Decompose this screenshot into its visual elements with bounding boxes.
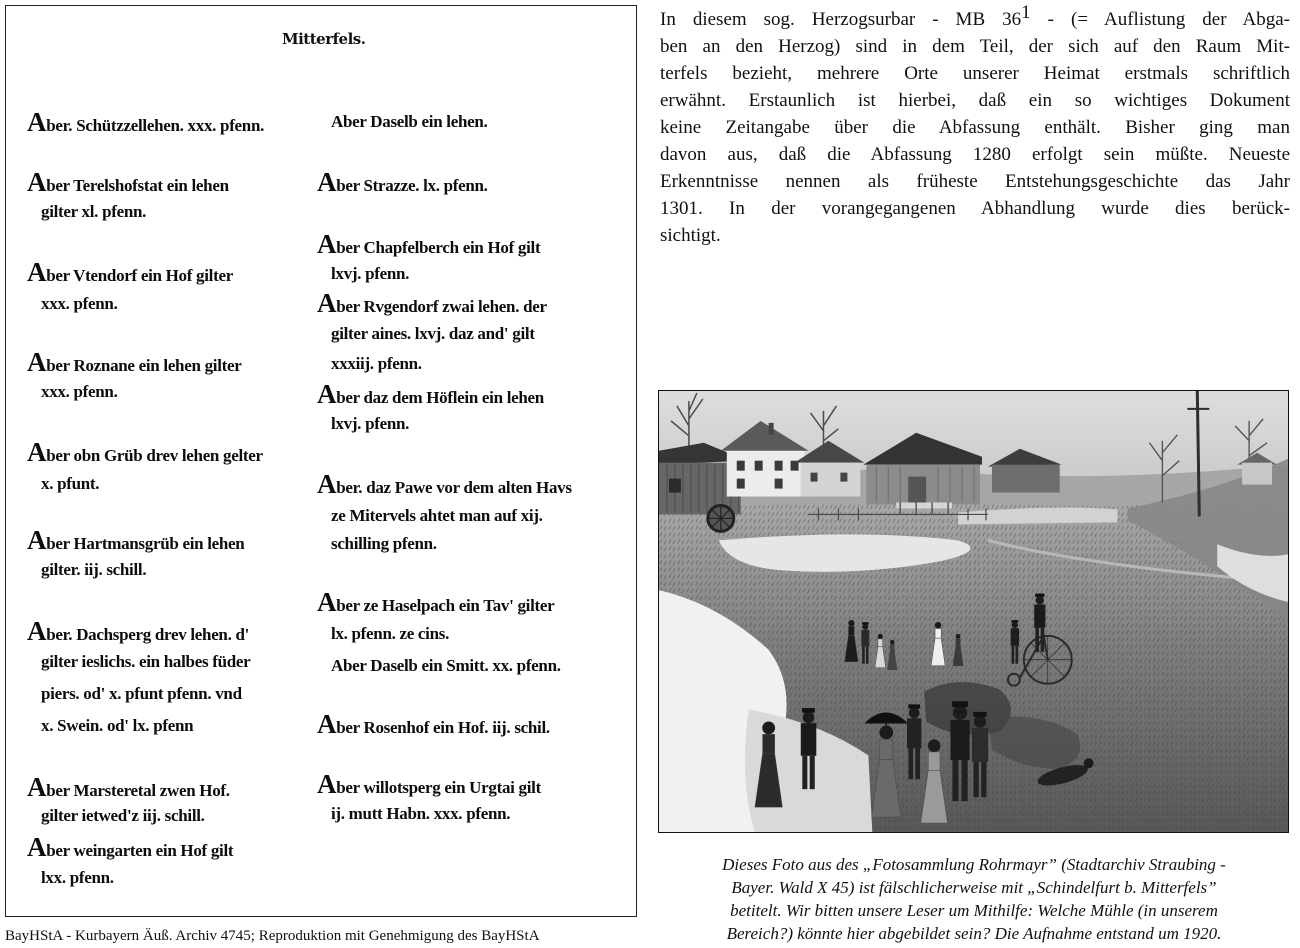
manuscript-entry-continuation: schilling pfenn. [331, 534, 437, 553]
photo-caption [660, 853, 1288, 945]
manuscript-entry: Aber Rvgendorf zwai lehen. der [317, 288, 547, 318]
person-body [956, 639, 960, 646]
source-credit: BayHStA - Kurbayern Äuß. Archiv 4745; Reproduktion mit Genehmigung des BayHStA [5, 928, 540, 944]
water-wheel [708, 505, 734, 531]
person-leg [1041, 628, 1045, 652]
manuscript-entry: Aber willotsperg ein Urgtai gilt [317, 769, 541, 799]
person-hat [973, 712, 986, 717]
manuscript-entry-continuation: gilter ietwed'z iij. schill. [41, 806, 205, 825]
intro-line: keine Zeitangabe über die Abfassung enthält. Bisher ging man [660, 117, 1290, 138]
person-hat [952, 701, 968, 707]
person-head [956, 634, 961, 639]
manuscript-entry: Aber. Schützzellehen. xxx. pfenn. [27, 107, 265, 137]
manuscript-entry-continuation: gilter. iij. schill. [41, 560, 147, 579]
intro-paragraph [660, 2, 1290, 249]
manuscript-entry-continuation: ij. mutt Habn. xxx. pfenn. [331, 804, 511, 823]
person-leg [915, 748, 920, 779]
person-body [1011, 628, 1019, 646]
person-leg [961, 760, 967, 801]
manuscript-entry-continuation: lxvj. pfenn. [331, 264, 410, 283]
person-head [848, 620, 854, 626]
intro-line: terfels bezieht, mehrere Orte unserer Heimat erstmals schriftlich [660, 63, 1290, 84]
manuscript-entry-continuation: x. pfunt. [41, 474, 100, 493]
manuscript-entry-continuation: lxx. pfenn. [41, 868, 114, 887]
person-leg [866, 647, 869, 664]
person-head [1036, 596, 1044, 604]
person-leg [908, 748, 913, 779]
person-body [935, 629, 941, 639]
person-leg [1012, 646, 1015, 664]
manuscript-entry: Aber Chapfelberch ein Hof gilt [317, 229, 541, 259]
person-head [862, 624, 868, 630]
person-head [935, 622, 942, 629]
manuscript-entry-continuation: ze Mitervels ahtet man auf xij. [331, 506, 543, 525]
person-hat [862, 622, 869, 624]
manuscript-entry-continuation: xxxiij. pfenn. [331, 354, 422, 373]
manuscript-entry-continuation: xxx. pfenn. [41, 294, 118, 313]
person-body [950, 720, 969, 760]
person-body [763, 734, 775, 753]
person-body [928, 752, 940, 770]
manuscript-entry-continuation: lx. pfenn. ze cins. [331, 624, 450, 643]
manuscript-entry-continuation: lxvj. pfenn. [331, 414, 410, 433]
intro-line-text: - (= Auflistung der Abga- [1030, 9, 1290, 30]
manuscript-heading: Mitterfels. [282, 30, 366, 48]
manuscript-entry: Aber Vtendorf ein Hof gilter [27, 257, 233, 287]
photo-caption-line: Dieses Foto aus des „Fotosammlung Rohrmayr” (Stadtarchiv Straubing - [722, 855, 1226, 874]
person-hat [802, 708, 815, 713]
manuscript-entry: Aber Daselb ein lehen. [331, 112, 488, 131]
person-hat [1035, 594, 1044, 597]
manuscript-entry: Aber Daselb ein Smitt. xx. pfenn. [331, 656, 561, 675]
person-body [890, 644, 894, 651]
person-hat [1011, 620, 1018, 623]
intro-line-text: In diesem sog. Herzogsurbar - MB 36 [660, 9, 1022, 30]
person-leg [1035, 628, 1039, 652]
person-leg [802, 756, 807, 789]
person-body [861, 630, 869, 647]
manuscript-entry: Aber Roznane ein lehen gilter [27, 347, 242, 377]
manuscript-entry-continuation: gilter ieslichs. ein halbes füder [41, 652, 251, 671]
person-head [879, 725, 893, 739]
person-head [878, 634, 883, 639]
footnote-marker: 1 [1021, 2, 1031, 23]
manuscript-entry: Aber obn Grüb drev lehen gelter [27, 437, 263, 467]
intro-line: 1301. In der vorangegangenen Abhandlung wurde dies berück- [660, 198, 1290, 219]
person-leg [952, 760, 958, 801]
manuscript-entry: Aber Marsteretal zwen Hof. [27, 772, 230, 802]
photo-caption-line: Bereich?) könnte hier abgebildet sein? Die Aufnahme entstand um 1920. [726, 924, 1222, 943]
intro-line [660, 2, 1290, 33]
person-body [801, 723, 817, 756]
photo-scene [659, 391, 1288, 832]
manuscript-entry: Aber weingarten ein Hof gilt [27, 832, 234, 862]
manuscript-entry: Aber. daz Pawe vor dem alten Havs [317, 469, 572, 499]
person-hat [908, 704, 920, 708]
person-head [803, 712, 815, 724]
person-leg [973, 762, 978, 797]
manuscript-entry: Aber ze Haselpach ein Tav' gilter [317, 587, 555, 617]
intro-line: davon aus, daß die Abfassung 1280 erfolgt sein müßte. Neueste [660, 144, 1290, 165]
intro-line: sichtigt. [660, 225, 721, 246]
manuscript-entry-continuation: gilter xl. pfenn. [41, 202, 147, 221]
manuscript-entry-continuation: piers. od' x. pfunt pfenn. vnd [41, 684, 242, 703]
manuscript-entry-continuation: gilter aines. lxvj. daz and' gilt [331, 324, 535, 343]
person-body [972, 728, 988, 762]
person-body [880, 739, 893, 759]
historic-photo [658, 390, 1289, 833]
person-head [909, 708, 920, 719]
person-leg [981, 762, 986, 797]
person-head [762, 722, 775, 735]
person-head [974, 716, 986, 728]
manuscript-entry: Aber Hartmansgrüb ein lehen [27, 525, 245, 555]
photo-caption-line: Bayer. Wald X 45) ist fälschlicherweise mit „Schindelfurt b. Mitterfels” [731, 878, 1217, 897]
person-head [890, 640, 894, 644]
person-leg [810, 756, 815, 789]
person-leg [862, 647, 865, 664]
manuscript-entry: Aber Strazze. lx. pfenn. [317, 167, 488, 197]
manuscript-entry-continuation: xxx. pfenn. [41, 382, 118, 401]
person-head [928, 739, 941, 752]
person-body [907, 718, 921, 748]
intro-line: erwähnt. Erstaunlich ist hierbei, daß ein so wichtiges Dokument [660, 90, 1290, 111]
person-body [848, 626, 854, 635]
intro-line: ben an den Herzog) sind in dem Teil, der sich auf den Raum Mit- [660, 36, 1290, 57]
person-head [1012, 622, 1018, 628]
person-leg [1015, 646, 1018, 664]
intro-line: Erkenntnisse nennen als früheste Entstehungsgeschichte das Jahr [660, 171, 1290, 192]
manuscript-entry: Aber daz dem Höflein ein lehen [317, 379, 544, 409]
person-head [953, 706, 967, 720]
person-body [878, 639, 883, 646]
manuscript-facsimile [5, 5, 637, 917]
manuscript-entry: Aber. Dachsperg drev lehen. d' [27, 616, 250, 646]
manuscript-entry: Aber Terelshofstat ein lehen [27, 167, 229, 197]
person-body [1034, 604, 1045, 627]
manuscript-entry: Aber Rosenhof ein Hof. iij. schil. [317, 709, 550, 739]
photo-caption-line: betitelt. Wir bitten unsere Leser um Mithilfe: Welche Mühle (in unserem [730, 901, 1218, 920]
manuscript-entry-continuation: x. Swein. od' lx. pfenn [41, 716, 194, 735]
